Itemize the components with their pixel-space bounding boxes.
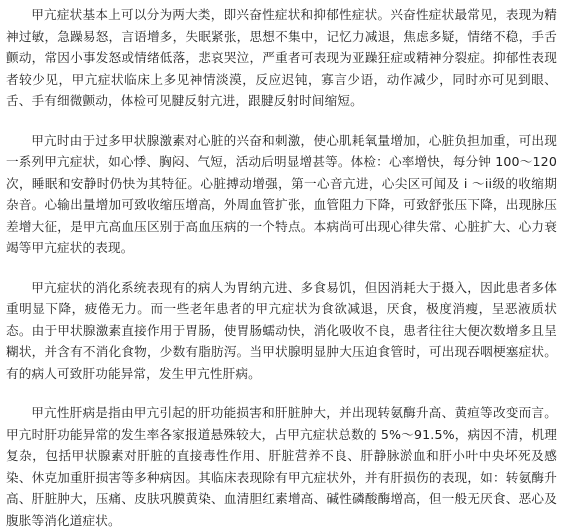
paragraph-cardiac: 甲亢时由于过多甲状腺激素对心脏的兴奋和刺激，使心肌耗氧量增加，心脏负担加重，可出现一系列甲亢症状，如心悸、胸闷、气短，活动后明显增甚等。体检：心率增快，每分钟 100～120 次，睡眠和安静时仍快为其特征。心脏搏动增强，第一心音亢进，心尖区可闻及 i ～ii级的收缩期杂音。心输出量增加可致收缩压增高，外周血管扩张，血管阻力下降，可致舒张压下降，出现脉压差增大征，是甲亢高血压区别于高血压病的一个特点。本病尚可出现心律失常、心脏扩大、心力衰竭等甲亢症状的表现。 — [6, 132, 557, 255]
paragraph-liver: 甲亢性肝病是指由甲亢引起的肝功能损害和肝脏肿大，并出现转氨酶升高、黄疸等改变而言。甲亢时肝功能异常的发生率各家报道悬殊较大，占甲亢症状总数的 5%～91.5%，病因不清，机理复杂，包括甲状腺素对肝脏的直接毒性作用、肝脏营养不良、肝静脉淤血和肝小叶中央坏死及感染、休克加重肝损害等多种病因。其临床表现除有甲亢症状外，并有肝损伤的表现，如：转氨酶升高、肝脏肿大，压痛、皮肤巩膜黄染、血清胆红素增高、碱性磷酸酶增高，但一般无厌食、恶心及腹胀等消化道症状。 — [6, 405, 557, 528]
paragraph-digestive: 甲亢症状的消化系统表现有的病人为胃纳亢进、多食易饥，但因消耗大于摄入，因此患者多体重明显下降，疲倦无力。而一些老年患者的甲亢症状为食欲减退，厌食，极度消瘦，呈恶液质状态。由于甲状腺激素直接作用于胃肠，使胃肠蠕动快，消化吸收不良，患者往往大便次数增多且呈糊状，并含有不消化食物，少数有脂肪泻。当甲状腺明显肿大压迫食管时，可出现吞咽梗塞症状。有的病人可致肝功能异常，发生甲亢性肝病。 — [6, 279, 557, 381]
paragraph-symptom-types: 甲亢症状基本上可以分为两大类，即兴奋性症状和抑郁性症状。兴奋性症状最常见，表现为精神过敏，急躁易怒，言语增多，失眠紧张，思想不集中，记忆力减退，焦虑多疑，情绪不稳，手舌颤动，常因小事发怒或情绪低落，悲哀哭泣，严重者可表现为亚躁狂症或精神分裂症。抑郁性表现者较少见，甲亢症状临床上多见神情淡漠，反应迟钝，寡言少语，动作减少，同时亦可见到眼、舌、手有细微颤动，体检可见腱反射亢进，跟腱反射时间缩短。 — [6, 7, 557, 108]
